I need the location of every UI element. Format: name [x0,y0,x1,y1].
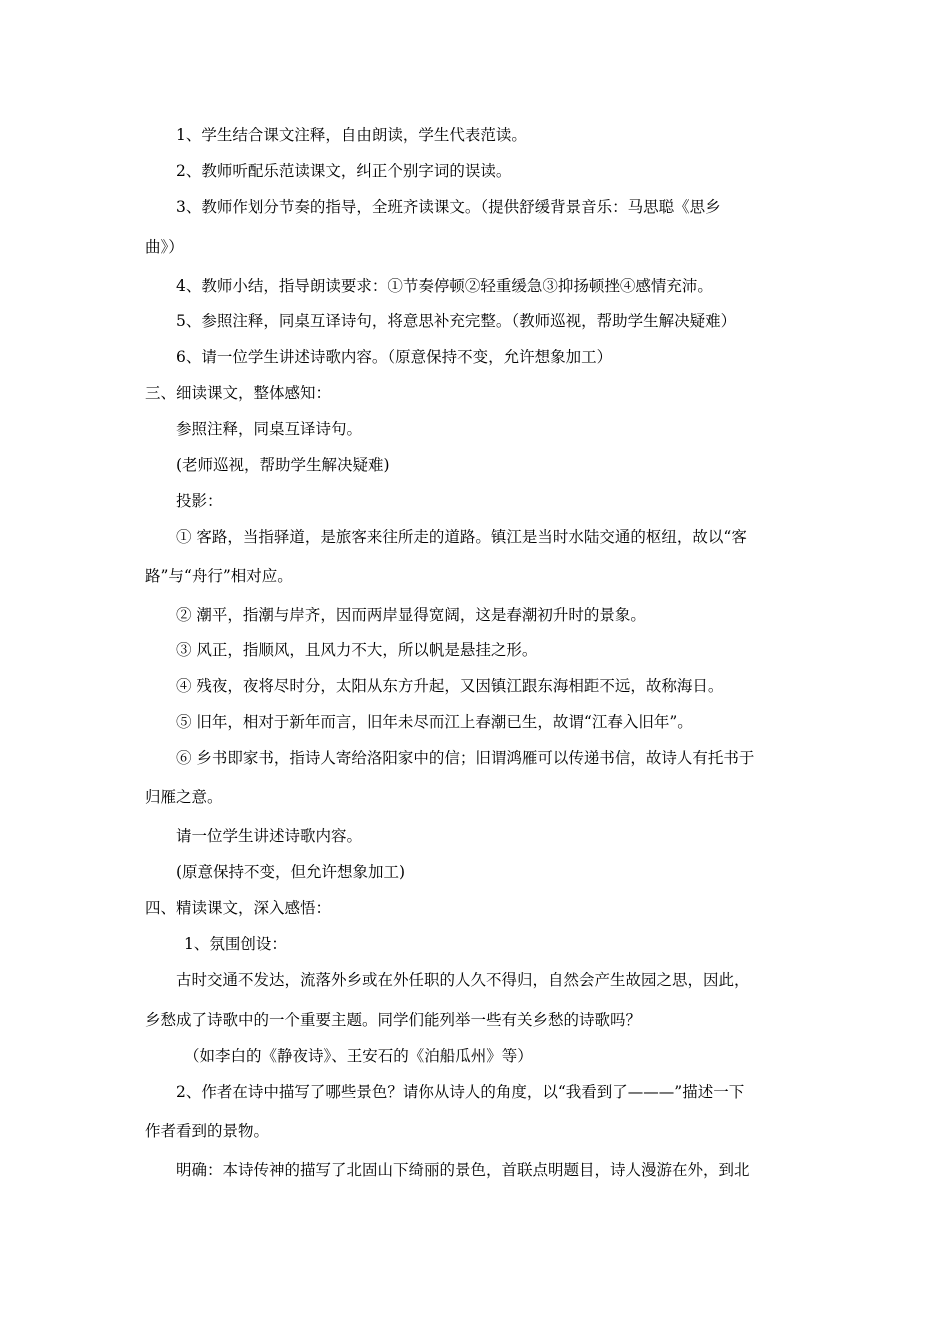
text-line: 5、参照注释，同桌互译诗句，将意思补充完整。（教师巡视，帮助学生解决疑难） [176,312,737,330]
text-line: 投影： [176,492,223,510]
text-line: 2、教师听配乐范读课文，纠正个别字词的误读。 [176,162,512,180]
section-heading: 三、细读课文，整体感知： [145,384,332,402]
text-line: 1、氛围创设： [184,935,287,953]
text-line: ⑤ 旧年，相对于新年而言，旧年未尽而江上春潮已生，故谓“江春入旧年”。 [176,713,693,731]
text-line: 路”与“舟行”相对应。 [145,567,293,585]
text-line: 参照注释，同桌互译诗句。 [176,420,363,438]
text-line: 2、作者在诗中描写了哪些景色？请你从诗人的角度，以“我看到了———”描述一下 [176,1083,745,1101]
text-line: ⑥ 乡书即家书，指诗人寄给洛阳家中的信；旧谓鸿雁可以传递书信，故诗人有托书于 [176,749,755,767]
text-line: 归雁之意。 [145,788,223,806]
text-line: (老师巡视，帮助学生解决疑难) [176,456,390,474]
text-line: 1、学生结合课文注释，自由朗读，学生代表范读。 [176,126,527,144]
text-line: (原意保持不变，但允许想象加工) [176,863,406,881]
text-line: 6、请一位学生讲述诗歌内容。（原意保持不变，允许想象加工） [176,348,613,366]
text-line: ④ 残夜，夜将尽时分，太阳从东方升起，又因镇江跟东海相距不远，故称海日。 [176,677,724,695]
text-line: 古时交通不发达，流落外乡或在外任职的人久不得归，自然会产生故园之思，因此， [176,971,750,989]
text-line: 3、教师作划分节奏的指导，全班齐读课文。（提供舒缓背景音乐：马思聪《思乡 [176,198,721,216]
text-line: 明确：本诗传神的描写了北固山下绮丽的景色，首联点明题目，诗人漫游在外，到北 [176,1161,750,1179]
text-line: 曲》） [145,238,184,256]
text-line: 请一位学生讲述诗歌内容。 [176,827,363,845]
text-line: ② 潮平，指潮与岸齐，因而两岸显得宽阔，这是春潮初升时的景象。 [176,606,646,624]
section-heading: 四、精读课文，深入感悟： [145,899,332,917]
text-line: ① 客路，当指驿道，是旅客来往所走的道路。镇江是当时水陆交通的枢纽，故以“客 [176,528,747,546]
text-line: ③ 风正，指顺风，且风力不大，所以帆是悬挂之形。 [176,641,538,659]
text-line: （如李白的《静夜诗》、王安石的《泊船瓜州》等） [184,1047,533,1065]
text-line: 乡愁成了诗歌中的一个重要主题。同学们能列举一些有关乡愁的诗歌吗？ [145,1011,642,1029]
text-line: 作者看到的景物。 [145,1122,270,1140]
text-line: 4、教师小结，指导朗读要求：①节奏停顿②轻重缓急③抑扬顿挫④感情充沛。 [176,277,713,295]
